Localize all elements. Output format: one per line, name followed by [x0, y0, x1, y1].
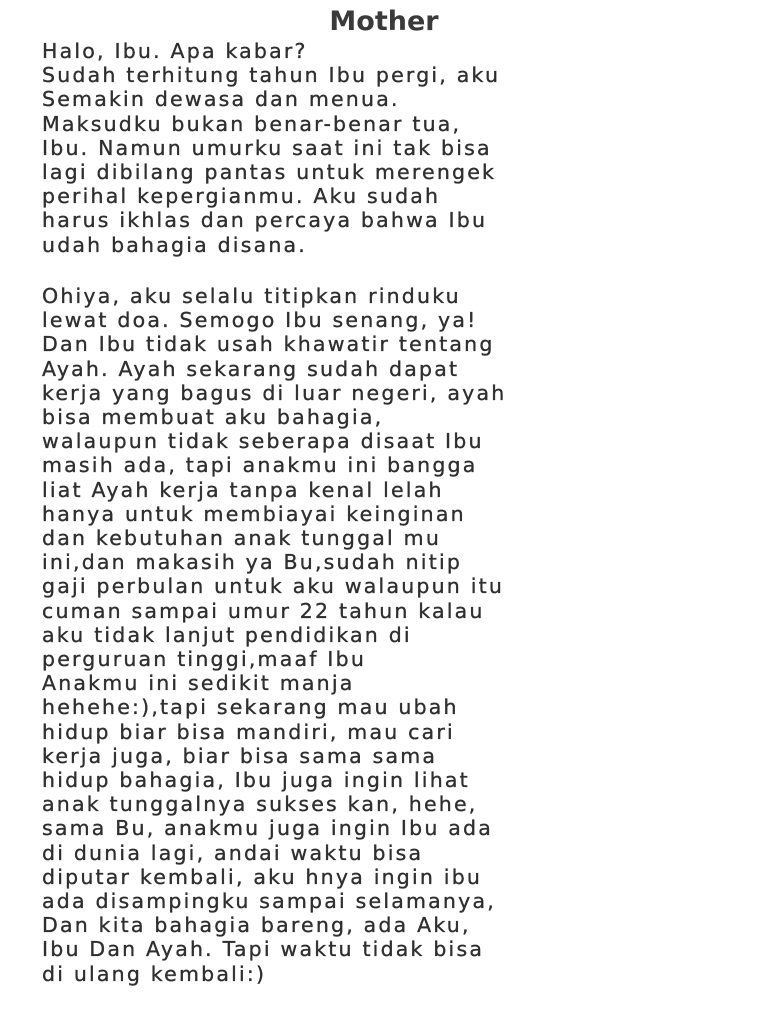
text-line: Sudah terhitung tahun Ibu pergi, aku [42, 63, 501, 88]
text-line: hanya untuk membiayai keinginan [42, 501, 466, 526]
text-line: Semakin dewasa dan menua. [42, 87, 400, 112]
text-line: hidup biar bisa mandiri, mau cari [42, 719, 455, 744]
text-line: Ohiya, aku selalu titipkan rinduku [42, 284, 461, 308]
text-line: aku tidak lanjut pendidikan di [42, 622, 412, 647]
text-line: udah bahagia disana. [42, 232, 308, 257]
text-line: harus ikhlas dan percaya bahwa Ibu [42, 208, 488, 233]
text-line: di dunia lagi, andai waktu bisa [42, 840, 424, 865]
text-line: gaji perbulan untuk aku walaupun itu [42, 574, 505, 599]
text-line: ini,dan makasih ya Bu,sudah nitip [42, 550, 463, 575]
text-line: Anakmu ini sedikit manja [42, 671, 355, 696]
paragraph-1 [42, 39, 742, 257]
text-line: Dan kita bahagia bareng, ada Aku, [42, 913, 471, 938]
text-line: di ulang kembali:) [42, 961, 267, 986]
text-line: Maksudku bukan benar-benar tua, [42, 111, 462, 136]
text-line: diputar kembali, aku hnya ingin ibu [42, 864, 483, 889]
text-line: Ibu Dan Ayah. Tapi waktu tidak bisa [42, 937, 485, 962]
text-line: lagi dibilang pantas untuk merengek [42, 160, 497, 185]
text-line: hehehe:),tapi sekarang mau ubah [42, 695, 459, 720]
text-line: ada disampingku sampai selamanya, [42, 889, 496, 914]
text-line: lewat doa. Semogo Ibu senang, ya! [42, 308, 478, 333]
page-title: Mother [329, 6, 439, 37]
paragraph-2 [42, 284, 742, 986]
text-line: sama Bu, anakmu juga ingin Ibu ada [42, 816, 494, 841]
text-line: Halo, Ibu. Apa kabar? [42, 39, 308, 63]
text-line: bisa membuat aku bahagia, [42, 405, 384, 430]
text-line: perihal kepergianmu. Aku sudah [42, 184, 441, 209]
text-line: walaupun tidak seberapa disaat Ibu [42, 429, 484, 454]
text-line: kerja juga, biar bisa sama sama [42, 743, 438, 768]
text-line: Ibu. Namun umurku saat ini tak bisa [42, 135, 492, 160]
text-line: perguruan tinggi,maaf Ibu [42, 647, 367, 672]
text-line: kerja yang bagus di luar negeri, ayah [42, 380, 507, 405]
text-line: Dan Ibu tidak usah khawatir tentang [42, 332, 495, 357]
text-line: dan kebutuhan anak tunggal mu [42, 526, 442, 551]
text-line: masih ada, tapi anakmu ini bangga [42, 453, 478, 478]
text-line: liat Ayah kerja tanpa kenal lelah [42, 477, 444, 502]
text-line: Ayah. Ayah sekarang sudah dapat [42, 356, 460, 381]
text-line: anak tunggalnya sukses kan, hehe, [42, 792, 478, 817]
text-line: cuman sampai umur 22 tahun kalau [42, 598, 485, 623]
text-line: hidup bahagia, Ibu juga ingin lihat [42, 768, 470, 793]
